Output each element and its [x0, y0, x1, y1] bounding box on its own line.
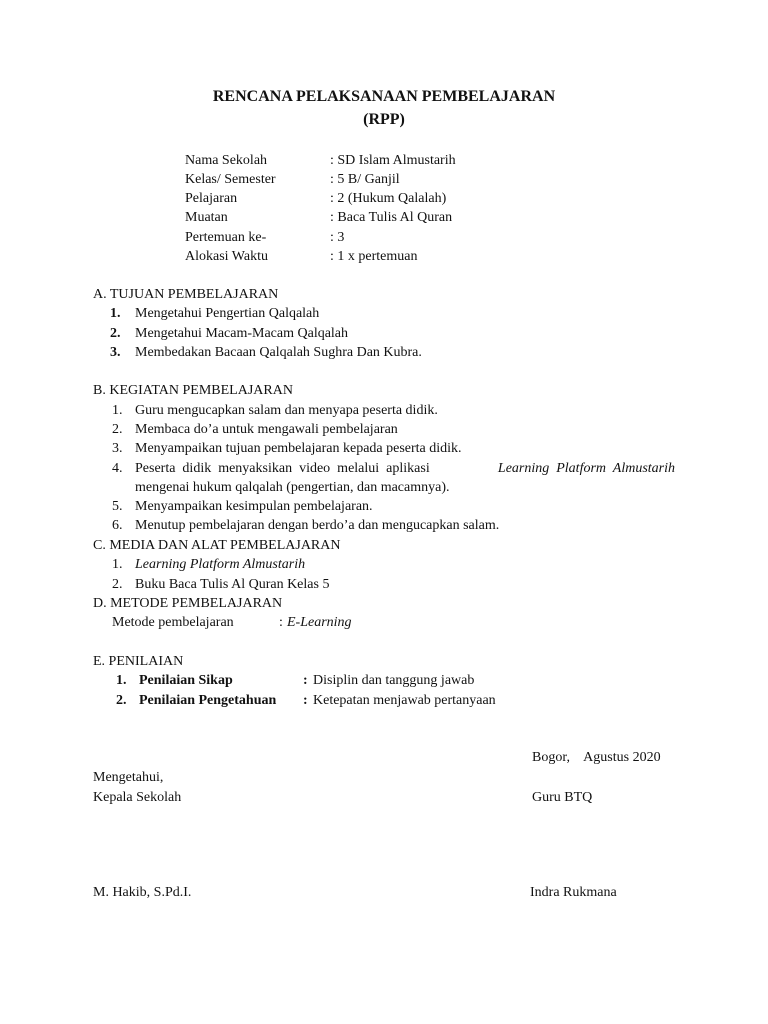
- list-number: 1.: [112, 557, 123, 572]
- identity-value: : Baca Tulis Al Quran: [330, 210, 453, 225]
- identity-label: Kelas/ Semester: [185, 172, 276, 187]
- section-heading: B. KEGIATAN PEMBELAJARAN: [93, 383, 293, 398]
- list-item: Mengetahui Macam-Macam Qalqalah: [135, 326, 349, 341]
- identity-label: Nama Sekolah: [185, 153, 268, 168]
- assessment-value: Disiplin dan tanggung jawab: [313, 673, 475, 688]
- identity-label: Alokasi Waktu: [185, 249, 268, 264]
- assessment-value: Ketepatan menjawab pertanyaan: [313, 693, 496, 708]
- list-item-text: Peserta didik menyaksikan video melalui aplikasi: [135, 461, 430, 476]
- list-item: Membaca do’a untuk mengawali pembelajaran: [135, 422, 398, 437]
- identity-value: : 3: [330, 230, 345, 245]
- identity-value: : 1 x pertemuan: [330, 249, 418, 264]
- section-heading: E. PENILAIAN: [93, 654, 184, 669]
- doc-title-line1: RENCANA PELAKSANAAN PEMBELAJARAN: [212, 88, 556, 105]
- list-number: 2.: [116, 693, 127, 708]
- list-item: Guru mengucapkan salam dan menyapa peserta didik.: [135, 403, 438, 418]
- list-number: 1.: [112, 403, 123, 418]
- identity-label: Muatan: [185, 210, 228, 225]
- section-heading: D. METODE PEMBELAJARAN: [93, 596, 283, 611]
- list-number: 4.: [112, 461, 123, 476]
- app-name: Learning Platform Almustarih: [497, 461, 675, 476]
- place-date: Bogor, Agustus 2020: [532, 750, 661, 765]
- principal-name: M. Hakib, S.Pd.I.: [93, 885, 192, 900]
- list-item: Membedakan Bacaan Qalqalah Sughra Dan Kubra.: [135, 345, 422, 360]
- principal-role: Kepala Sekolah: [93, 790, 182, 805]
- list-item: Mengetahui Pengertian Qalqalah: [135, 306, 320, 321]
- doc-title-line2: (RPP): [363, 111, 405, 128]
- field-value: E-Learning: [287, 615, 352, 630]
- identity-value: : 5 B/ Ganjil: [330, 172, 400, 187]
- teacher-name: Indra Rukmana: [530, 885, 617, 900]
- list-item-continuation: mengenai hukum qalqalah (pengertian, dan macamnya).: [135, 480, 450, 495]
- list-item: Menutup pembelajaran dengan berdo’a dan mengucapkan salam.: [135, 518, 500, 533]
- section-heading: A. TUJUAN PEMBELAJARAN: [93, 287, 279, 302]
- list-item: Buku Baca Tulis Al Quran Kelas 5: [135, 577, 330, 592]
- list-number: 2.: [112, 422, 123, 437]
- list-item: [135, 460, 675, 478]
- field-colon: :: [279, 615, 283, 630]
- assessment-colon: :: [303, 693, 308, 708]
- acknowledge-text: Mengetahui,: [93, 770, 164, 785]
- assessment-colon: :: [303, 673, 308, 688]
- list-number: 6.: [112, 518, 123, 533]
- list-item: Menyampaikan tujuan pembelajaran kepada peserta didik.: [135, 441, 462, 456]
- assessment-label: Penilaian Pengetahuan: [139, 693, 277, 708]
- list-number: 1.: [116, 673, 127, 688]
- list-number: 5.: [112, 499, 123, 514]
- list-number: 1.: [110, 306, 121, 321]
- identity-label: Pelajaran: [185, 191, 238, 206]
- list-number: 3.: [110, 345, 121, 360]
- list-item: Menyampaikan kesimpulan pembelajaran.: [135, 499, 373, 514]
- identity-label: Pertemuan ke-: [185, 230, 267, 245]
- list-number: 2.: [112, 577, 123, 592]
- list-number: 2.: [110, 326, 121, 341]
- teacher-role: Guru BTQ: [532, 790, 593, 805]
- identity-value: : 2 (Hukum Qalalah): [330, 191, 447, 206]
- identity-value: : SD Islam Almustarih: [330, 153, 456, 168]
- field-label: Metode pembelajaran: [112, 615, 234, 630]
- list-number: 3.: [112, 441, 123, 456]
- assessment-label: Penilaian Sikap: [139, 673, 233, 688]
- section-heading: C. MEDIA DAN ALAT PEMBELAJARAN: [93, 538, 341, 553]
- list-item: Learning Platform Almustarih: [135, 557, 306, 572]
